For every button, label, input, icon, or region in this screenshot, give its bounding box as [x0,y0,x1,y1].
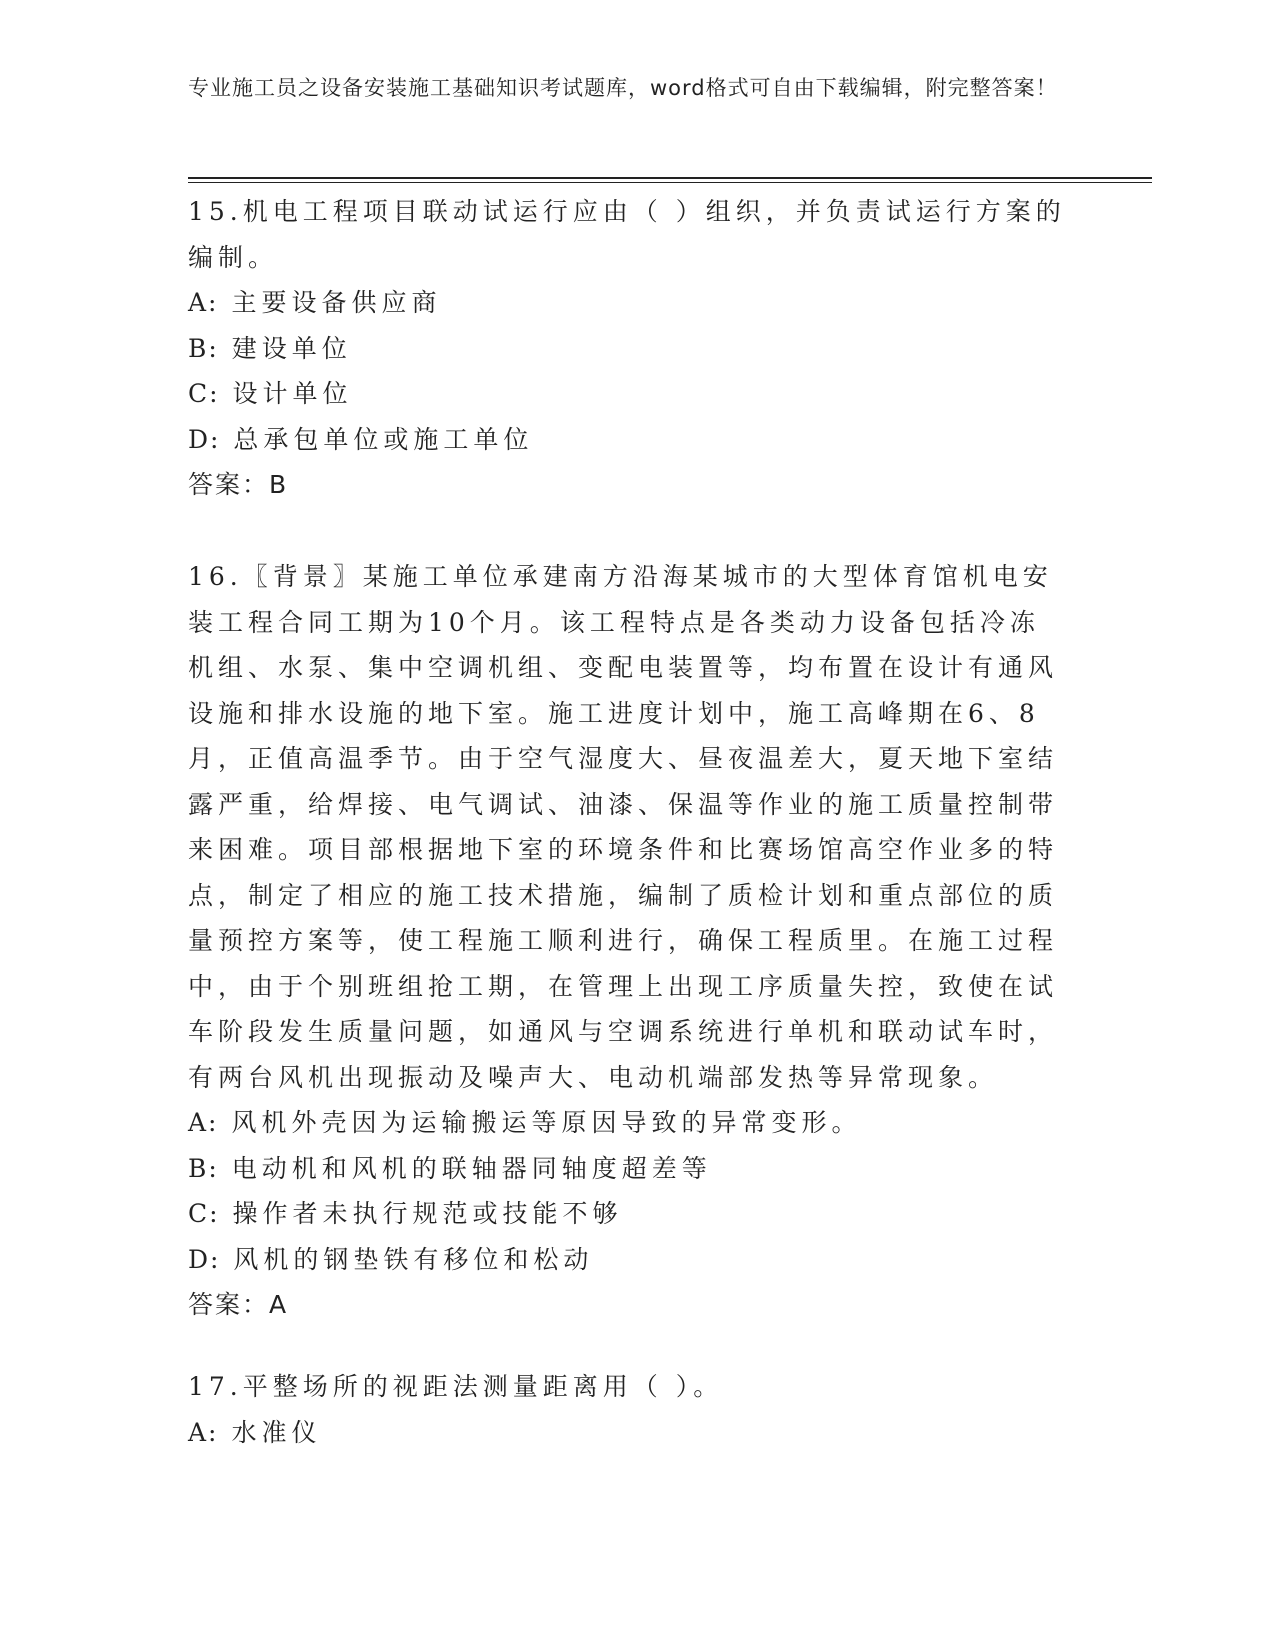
option-key: D: [188,1244,221,1274]
option-text: 风机外壳因为运输搬运等原因导致的异常变形。 [231,1108,862,1137]
option-key: C: [188,1199,220,1228]
option-d [188,417,1068,463]
option-text: 水准仪 [231,1417,322,1447]
header-divider [188,177,1152,179]
question-17 [188,1364,1068,1455]
option-key: D: [188,424,221,454]
option-text: 设计单位 [232,379,353,408]
option-b [188,1146,1068,1192]
option-text: 操作者未执行规范或技能不够 [232,1199,623,1228]
question-15 [188,189,1068,508]
option-d [188,1237,1068,1283]
option-text: 风机的钢垫铁有移位和松动 [233,1244,594,1274]
option-key: A: [188,1417,219,1447]
question-16 [188,554,1068,1328]
question-stem: 17.平整场所的视距法测量距离用（ ）。 [188,1372,724,1401]
option-a [188,1100,1068,1146]
question-stem: 15.机电工程项目联动试运行应由（ ）组织，并负责试运行方案的编制。 [188,197,1066,272]
option-text: 主要设备供应商 [231,288,442,317]
option-key: C: [188,379,220,408]
option-text: 电动机和风机的联轴器同轴度超差等 [231,1153,712,1183]
option-text: 总承包单位或施工单位 [233,424,534,454]
header-divider-thin [188,182,1152,183]
option-b [188,326,1068,372]
option-c [188,1191,1068,1237]
option-key: B: [188,333,219,363]
question-stem: 16.〖背景〗某施工单位承建南方沿海某城市的大型体育馆机电安装工程合同工期为10个月。该工程特点是各类动力设备包括冷冻机组、水泵、集中空调机组、变配电装置等，均布置在设计有通风设施和排水设施的地下室。施工进度计划中，施工高峰期在6、8月，正值高温季节。由于空气湿度大、昼夜温差大，夏天地下室结露严重，给焊接、电气调试、油漆、保温等作业的施工质量控制带来困难。项目部根据地下室的环境条件和比赛场馆高空作业多的特点，制定了相应的施工技术措施，编制了质检计划和重点部位的质量预控方案等，使工程施工顺利进行，确保工程质里。在施工过程中，由于个别班组抢工期，在管理上出现工序质量失控，致使在试车阶段发生质量问题，如通风与空调系统进行单机和联动试车时，有两台风机出现振动及噪声大、电动机端部发热等异常现象。 [188,562,1059,1092]
option-a [188,280,1068,326]
option-a [188,1410,1068,1456]
document-header: 专业施工员之设备安装施工基础知识考试题库，word格式可自由下载编辑，附完整答案！ [188,76,1058,100]
option-text: 建设单位 [231,333,352,363]
answer-line: 答案：B [188,470,289,499]
option-key: A: [188,1108,219,1137]
answer-line: 答案：A [188,1290,289,1319]
option-c [188,371,1068,417]
option-key: B: [188,1153,219,1183]
option-key: A: [188,288,219,317]
